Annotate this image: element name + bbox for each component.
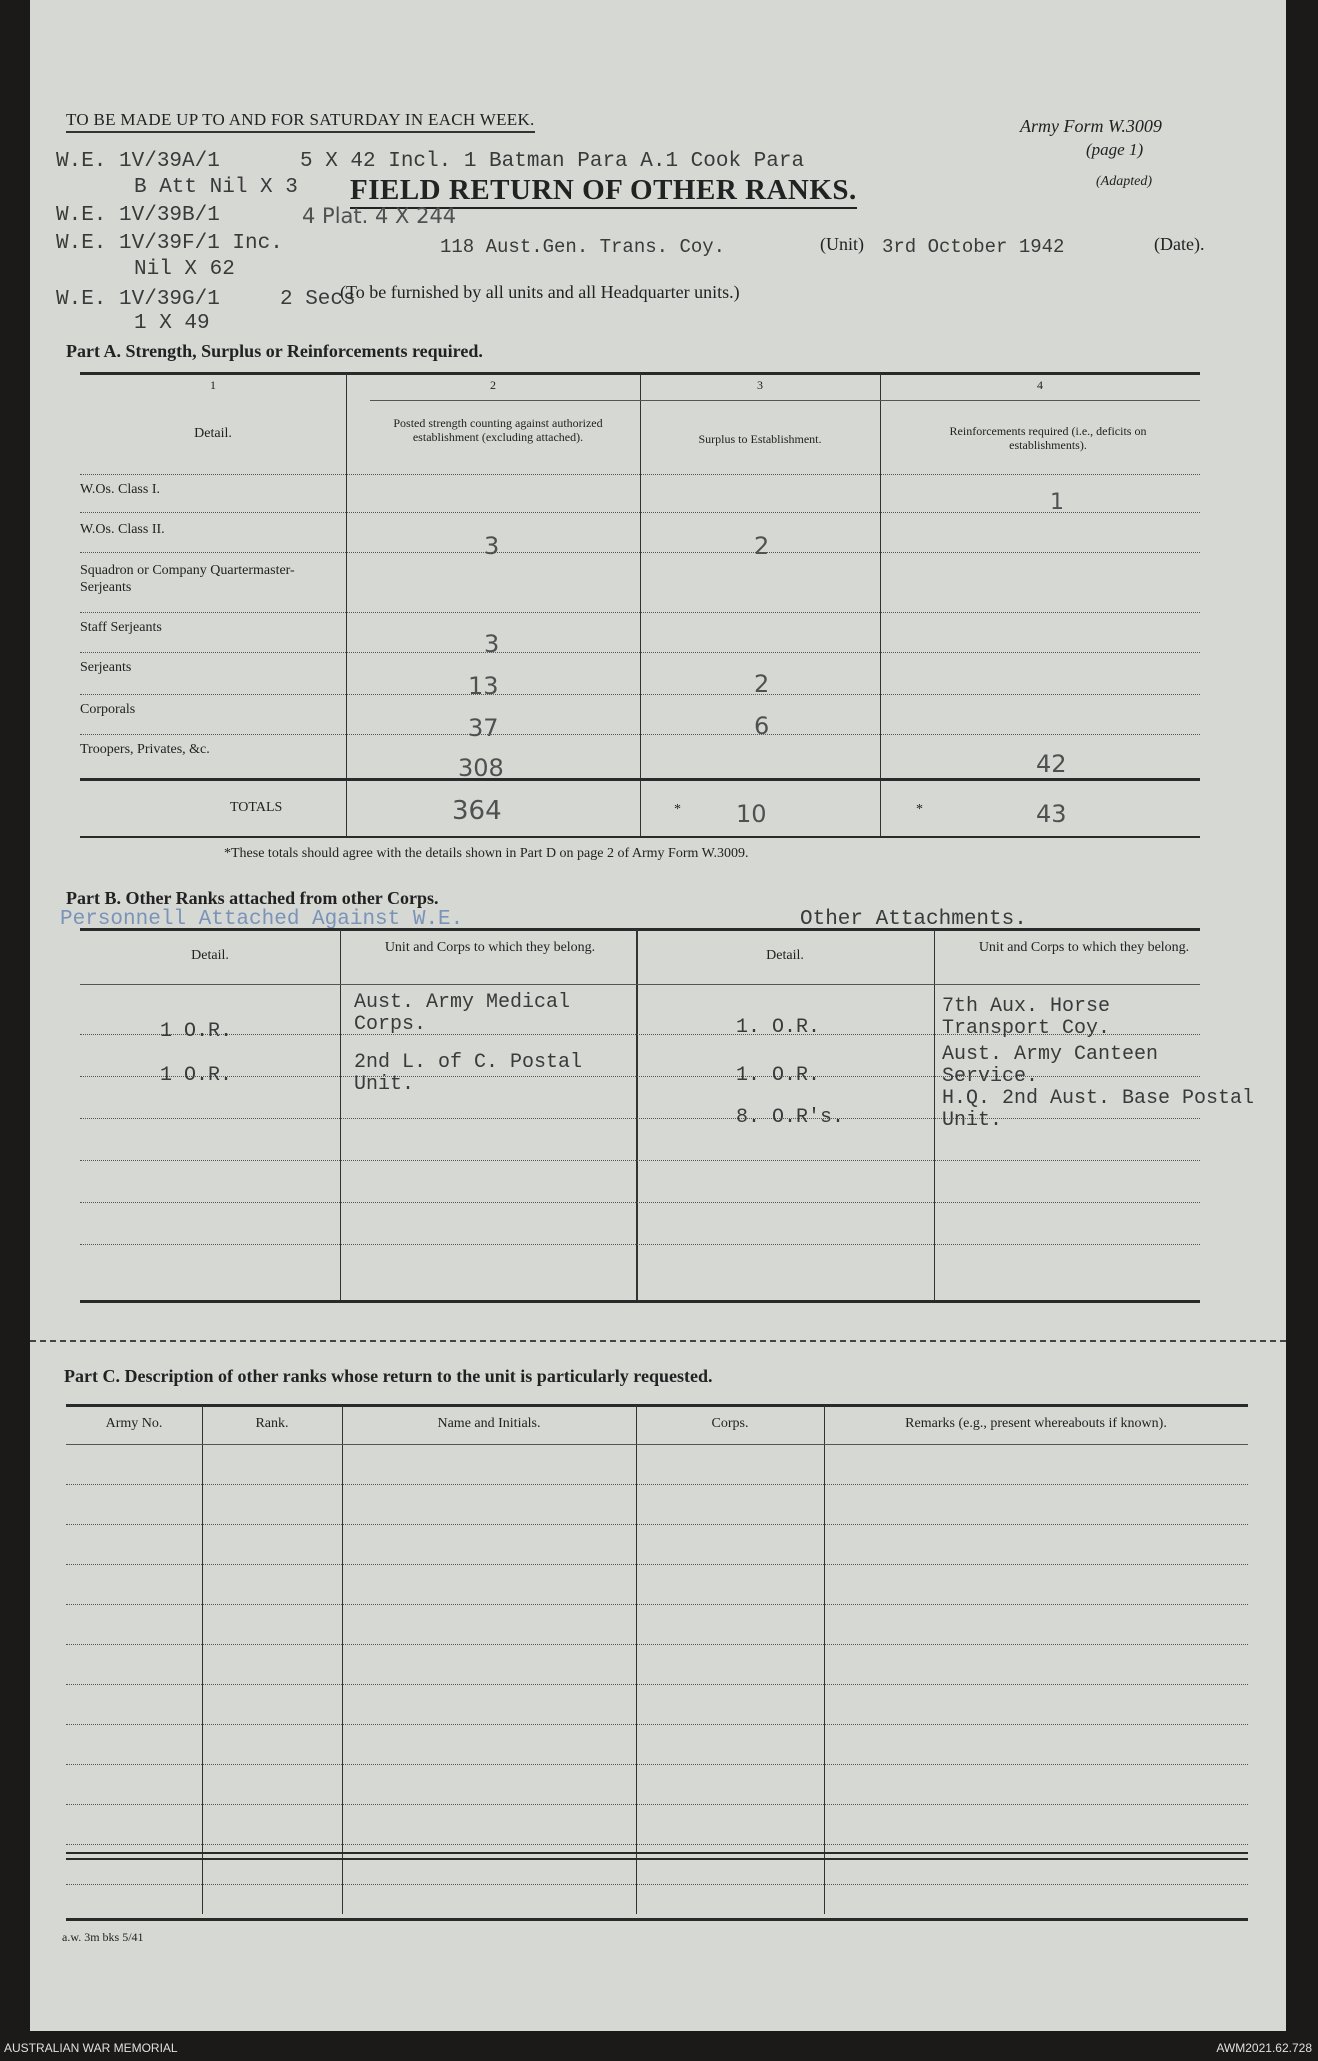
form-paper — [30, 0, 1286, 2031]
totals-surplus: 10 — [736, 800, 767, 828]
part-a-col-divider-3 — [880, 374, 881, 836]
col-header-reinforcements: Reinforcements required (i.e., deficits on establishments). — [949, 424, 1147, 452]
part-b-right-detail: 8. O.R's. — [736, 1106, 845, 1129]
row-posted-cpl: 37 — [468, 714, 499, 742]
part-b-right-detail: 1. O.R. — [736, 1064, 821, 1087]
we-line-1: W.E. 1V/39A/1 — [56, 150, 220, 173]
part-b-col-detail-right: Detail. — [766, 948, 804, 963]
row-rule — [80, 694, 1200, 695]
form-title: FIELD RETURN OF OTHER RANKS. — [350, 174, 857, 209]
row-detail-pte: Troopers, Privates, &c. — [80, 742, 210, 757]
col-number-2: 2 — [490, 378, 496, 392]
col-header-surplus: Surplus to Establishment. — [698, 432, 822, 446]
we-line-2-note: 4 Plat. 4 X 244 — [302, 204, 457, 228]
part-b-col-unit-left: Unit and Corps to which they belong. — [384, 940, 596, 955]
row-rule — [80, 552, 1200, 553]
part-b-top-rule — [80, 928, 1200, 931]
part-c-row-rule — [66, 1764, 1248, 1765]
part-b-header-rule — [80, 984, 1200, 985]
part-c-col-divider-1 — [202, 1406, 203, 1914]
part-b-right-unit: Aust. Army Canteen Service. — [942, 1043, 1159, 1088]
part-c-row-rule — [66, 1524, 1248, 1525]
part-b-left-unit: 2nd L. of C. Postal Unit. — [354, 1051, 583, 1096]
part-c-row-rule — [66, 1604, 1248, 1605]
row-detail-sgt: Serjeants — [80, 660, 132, 675]
row-surplus-sgt: 2 — [754, 670, 770, 698]
part-c-row-rule — [66, 1564, 1248, 1565]
furnish-note: (To be furnished by all units and all Headquarter units.) — [340, 282, 740, 302]
col-header-posted: Posted strength counting against authorized establishment (excluding attached). — [393, 416, 603, 444]
col-header-detail: Detail. — [194, 426, 232, 441]
part-c-col-army-no: Army No. — [105, 1416, 163, 1431]
part-b-right-detail: 1. O.R. — [736, 1016, 821, 1039]
part-c-row-rule — [66, 1804, 1248, 1805]
row-reinf-wo1: 1 — [1050, 490, 1064, 515]
part-c-col-divider-3 — [636, 1406, 637, 1914]
part-b-row-rule — [80, 1160, 1200, 1161]
part-c-col-corps: Corps. — [711, 1416, 749, 1431]
totals-reinf: 43 — [1036, 800, 1067, 828]
part-c-col-name: Name and Initials. — [437, 1416, 541, 1431]
col-number-1: 1 — [210, 378, 216, 392]
row-detail-cpl: Corporals — [80, 702, 136, 717]
part-b-right-title: Other Attachments. — [800, 908, 1027, 931]
row-posted-ssgt: 3 — [484, 630, 500, 658]
part-c-bottom-rule — [66, 1918, 1248, 1921]
part-c-row-rule — [66, 1844, 1248, 1845]
part-a-heading: Part A. Strength, Surplus or Reinforcements required. — [66, 341, 483, 361]
we-line-2: W.E. 1V/39B/1 — [56, 204, 220, 227]
col-number-rule — [370, 400, 1200, 401]
perforation-line — [30, 1340, 1286, 1342]
part-b-right-unit: H.Q. 2nd Aust. Base Postal Unit. — [942, 1087, 1255, 1132]
totals-surplus-star: * — [674, 802, 681, 817]
we-line-3: W.E. 1V/39F/1 Inc. — [56, 232, 283, 255]
part-c-row-rule — [66, 1644, 1248, 1645]
we-line-3b: Nil X 62 — [134, 258, 235, 281]
return-date: 3rd October 1942 — [882, 236, 1065, 258]
part-c-col-remarks: Remarks (e.g., present whereabouts if known). — [905, 1416, 1167, 1431]
row-surplus-wo2: 2 — [754, 532, 770, 560]
part-b-col-unit-right: Unit and Corps to which they belong. — [978, 940, 1190, 955]
we-line-4-note: 2 Secs — [280, 288, 356, 311]
row-detail-ssgt: Staff Serjeants — [80, 620, 162, 635]
part-c-col-divider-4 — [824, 1406, 825, 1914]
col-number-3: 3 — [757, 378, 763, 392]
row-detail-cqms: Squadron or Company Quartermaster-Serjeants — [80, 563, 295, 595]
form-number: Army Form W.3009 — [1020, 116, 1162, 136]
totals-posted: 364 — [452, 796, 502, 826]
part-c-col-divider-2 — [342, 1406, 343, 1914]
row-posted-sgt: 13 — [468, 672, 499, 700]
part-b-left-unit: Aust. Army Medical Corps. — [354, 991, 571, 1036]
row-rule — [80, 512, 1200, 513]
row-posted-pte: 308 — [458, 754, 504, 782]
part-b-left-detail: 1 O.R. — [160, 1064, 233, 1087]
part-c-col-rank: Rank. — [255, 1416, 289, 1431]
row-surplus-cpl: 6 — [754, 712, 770, 740]
row-rule — [80, 474, 1200, 475]
we-line-4b: 1 X 49 — [134, 312, 210, 335]
row-rule — [80, 734, 1200, 735]
row-rule — [80, 652, 1200, 653]
we-line-4: W.E. 1V/39G/1 — [56, 288, 220, 311]
unit-name: 118 Aust.Gen. Trans. Coy. — [440, 236, 726, 258]
part-c-row-rule — [66, 1684, 1248, 1685]
unit-label: (Unit) — [820, 234, 864, 254]
totals-top-rule — [80, 778, 1200, 781]
part-a-col-divider-1 — [346, 374, 347, 836]
part-b-left-title: Personnell Attached Against W.E. — [60, 908, 464, 931]
part-b-bottom-rule — [80, 1300, 1200, 1303]
page-number: (page 1) — [1086, 140, 1144, 159]
printer-imprint: a.w. 3m bks 5/41 — [62, 1930, 144, 1944]
part-b-row-rule — [80, 1202, 1200, 1203]
adapted-note: (Adapted) — [1096, 174, 1152, 189]
part-a-bottom-rule — [80, 836, 1200, 838]
part-c-row-rule — [66, 1484, 1248, 1485]
part-c-top-rule — [66, 1404, 1248, 1407]
totals-reinf-star: * — [916, 802, 923, 817]
part-b-col-detail-left: Detail. — [191, 948, 229, 963]
part-a-footnote: *These totals should agree with the details shown in Part D on page 2 of Army Form W.3009. — [224, 846, 749, 861]
part-c-row-rule — [66, 1884, 1248, 1885]
date-label: (Date). — [1154, 234, 1205, 254]
part-b-left-detail: 1 O.R. — [160, 1020, 233, 1043]
part-b-row-rule — [80, 1244, 1200, 1245]
row-detail-wo2: W.Os. Class II. — [80, 522, 165, 537]
row-rule — [80, 612, 1200, 613]
part-b-heading: Part B. Other Ranks attached from other Corps. — [66, 888, 439, 908]
totals-label: TOTALS — [230, 800, 283, 815]
row-reinf-pte: 42 — [1036, 750, 1067, 778]
part-c-row-rule — [66, 1724, 1248, 1725]
part-b-right-unit: 7th Aux. Horse Transport Coy. — [942, 995, 1111, 1040]
footer-accession: AWM2021.62.728 — [1216, 2041, 1312, 2055]
part-c-double-rule — [66, 1858, 1248, 1860]
instruction-line: TO BE MADE UP TO AND FOR SATURDAY IN EACH WEEK. — [66, 110, 535, 133]
we-line-1b: B Att Nil X 3 — [134, 176, 298, 199]
part-c-double-rule — [66, 1852, 1248, 1854]
row-posted-wo2: 3 — [484, 532, 500, 560]
part-c-heading: Part C. Description of other ranks whose return to the unit is particularly requested. — [64, 1366, 713, 1386]
col-number-4: 4 — [1037, 378, 1043, 392]
footer-institution: AUSTRALIAN WAR MEMORIAL — [4, 2041, 178, 2055]
part-c-header-rule — [66, 1444, 1248, 1445]
we-line-1-note: 5 X 42 Incl. 1 Batman Para A.1 Cook Para — [300, 150, 805, 173]
row-detail-wo1: W.Os. Class I. — [80, 482, 160, 497]
